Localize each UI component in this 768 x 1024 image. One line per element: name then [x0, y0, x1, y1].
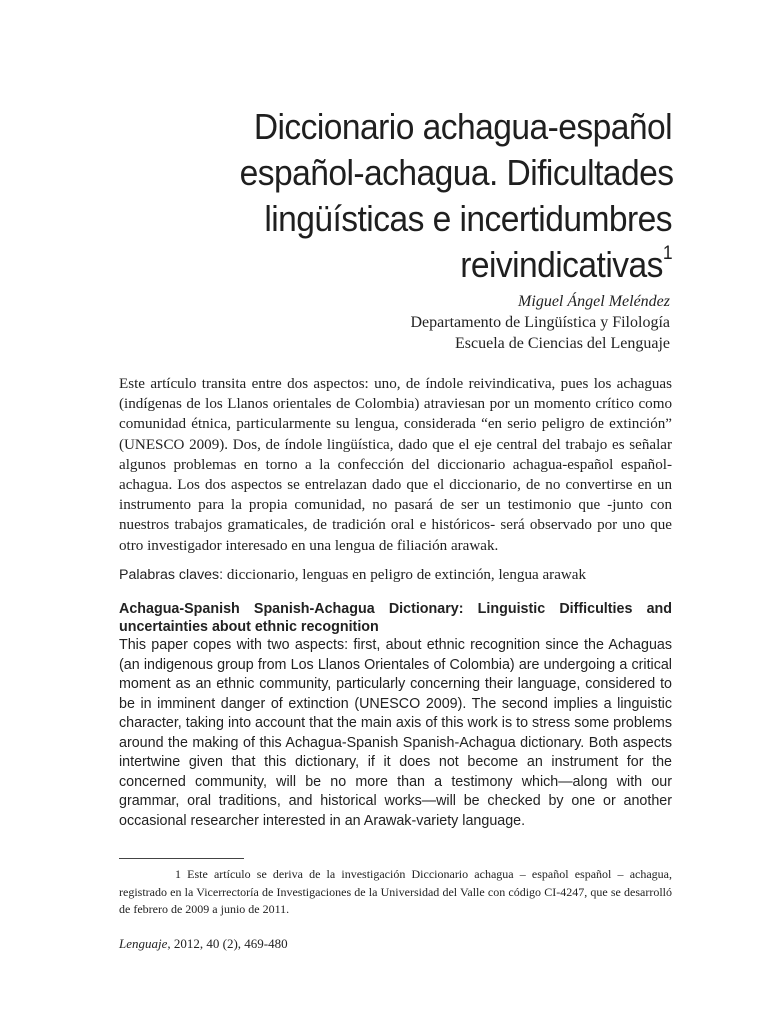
author-department: Departamento de Lingüística y Filología — [410, 314, 670, 331]
title-line-1: Diccionario achagua-español — [253, 106, 672, 147]
keywords — [119, 565, 679, 585]
english-title: Achagua-Spanish Spanish-Achagua Dictionary: Linguistic Difficulties and uncertainties about ethnic recognition — [119, 601, 672, 635]
journal-citation-text: , 2012, 40 (2), 469-480 — [167, 936, 288, 951]
abstract-english: This paper copes with two aspects: first, about ethnic recognition since the Achaguas (an indigenous group from Los Llanos Orientales of Colombia) are undergoing a critical moment as an ethnic community, particularly concerning their language, considered to be in imminent danger of extinction (UNESCO 2009). The second implies a linguistic character, taking into account that the main axis of this work is to stress some problems around the making of this Achagua-Spanish Spanish-Achagua dictionary. Both aspects intertwine given that this dictionary, if it does not become an instrument for the concerned community, will be no more than a testimony which—along with our grammar, oral traditions, and historical works—will be checked by one or another occasional researcher interested in an Arawak-variety language. — [119, 637, 672, 829]
abstract-spanish: Este artículo transita entre dos aspectos: uno, de índole reivindicativa, pues los achaguas (indígenas de los Llanos orientales de Colombia) atraviesan por un momento crítico como comunidad étnica, particularmente su lengua, considerada “en serio peligro de extinción” (UNESCO 2009). Dos, de índole lingüística, dado que el eje central del trabajo es señalar algunos problemas en torno a la confección del diccionario achagua-español español-achagua. Los dos aspectos se entrelazan dado que el diccionario, de no convertirse en un instrumento para la propia comunidad, no pasará de ser un testimonio que -junto con nuestros trabajos gramaticales, de tradición oral e históricos- será observado por uno que otro investigador interesado en una lengua de filiación arawak. — [119, 376, 672, 554]
keywords-text: diccionario, lenguas en peligro de extinción, lengua arawak — [223, 567, 587, 583]
footnote-divider — [119, 858, 244, 859]
footnote: 1 Este artículo se deriva de la investigación Diccionario achagua – español español – achagua, registrado en la Vicerrectoría de Investigaciones de la Universidad del Valle con código CI-4247, que se desarrolló de febrero de 2009 a junio de 2011. — [119, 867, 672, 916]
title-line-4 — [240, 242, 672, 288]
journal-citation — [119, 936, 519, 952]
author-school: Escuela de Ciencias del Lenguaje — [454, 335, 670, 352]
title-line-4-text: reivindicativas — [460, 244, 663, 285]
author-block — [250, 291, 670, 354]
journal-name: Lenguaje — [119, 936, 168, 951]
article-title — [240, 104, 672, 288]
author-name: Miguel Ángel Meléndez — [518, 293, 670, 310]
title-line-3: lingüísticas e incertidumbres — [264, 198, 672, 239]
keywords-label: Palabras claves: — [119, 567, 224, 583]
title-footnote-mark[interactable]: 1 — [662, 243, 672, 264]
title-line-2: español-achagua. Dificultades — [239, 152, 674, 193]
